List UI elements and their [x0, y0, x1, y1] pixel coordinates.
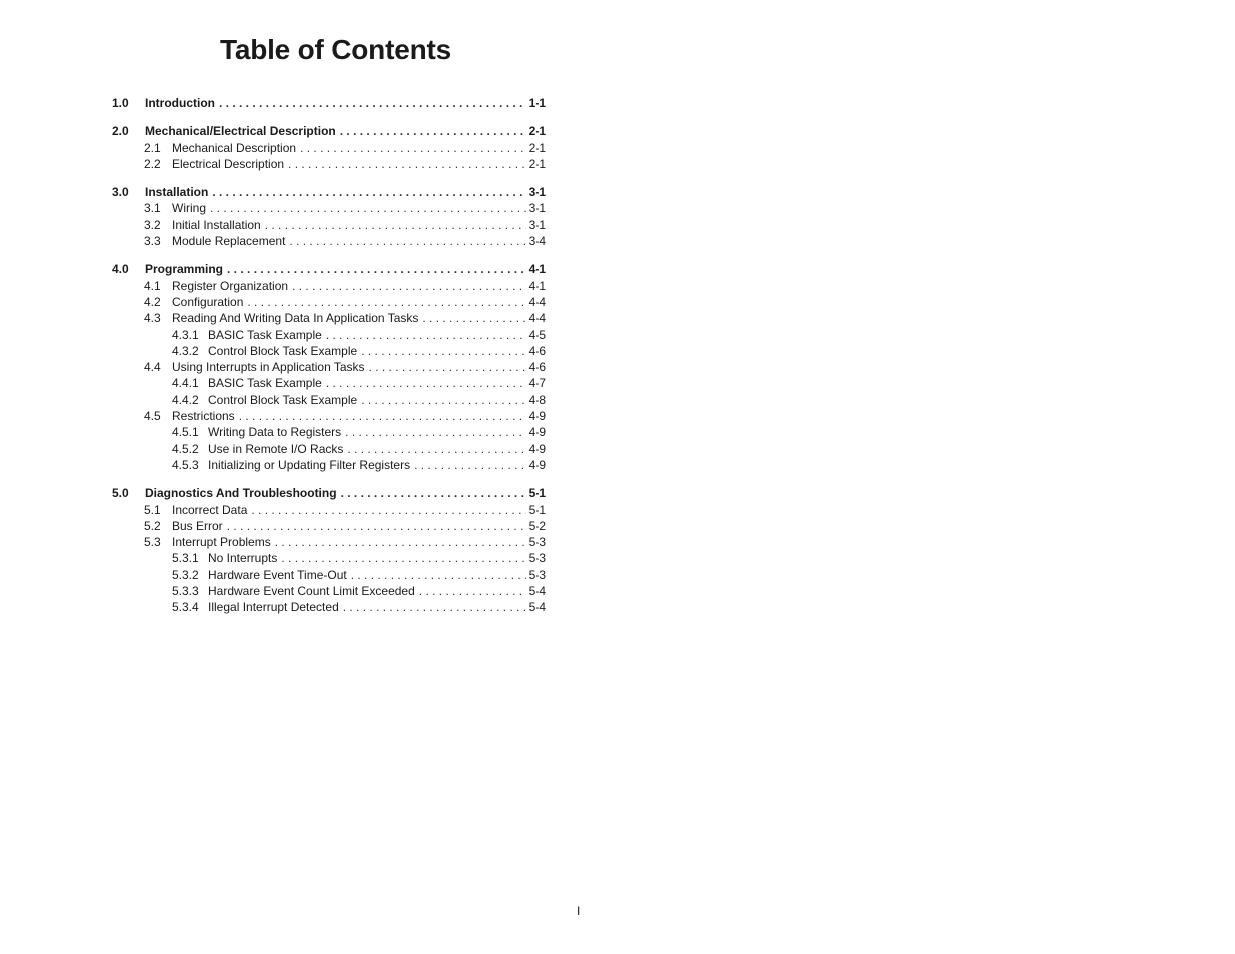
toc-entry-title: Mechanical/Electrical Description: [145, 123, 340, 139]
dot-leader: [227, 261, 526, 277]
toc-entry-title: Control Block Task Example: [208, 343, 361, 359]
toc-entry-page: 4-8: [526, 392, 546, 408]
toc-entry[interactable]: [112, 518, 546, 534]
toc-entry-title: Control Block Task Example: [208, 392, 361, 408]
toc-entry-number: 2.2: [144, 156, 161, 171]
toc-entry-title: Illegal Interrupt Detected: [208, 599, 343, 615]
toc-entry-number: 2.1: [144, 140, 161, 155]
toc-section: [112, 485, 546, 615]
toc-entry[interactable]: [112, 327, 546, 343]
toc-entry-page: 5-1: [526, 485, 546, 501]
toc-entry-title: Hardware Event Count Limit Exceeded: [208, 583, 419, 599]
toc-entry-title: Mechanical Description: [172, 140, 300, 156]
toc-entry-number: 5.0: [112, 486, 129, 501]
toc-entry-line: [172, 233, 546, 249]
toc-entry-line: [208, 550, 546, 566]
toc-entry[interactable]: [112, 359, 546, 375]
toc-entry[interactable]: [112, 156, 546, 172]
toc-entry-page: 4-5: [526, 327, 546, 343]
toc-entry-number: 4.3: [144, 311, 161, 326]
toc-entry-title: Incorrect Data: [172, 502, 251, 518]
toc-entry-number: 4.3.1: [172, 327, 199, 342]
dot-leader: [210, 200, 526, 216]
toc-section: [112, 184, 546, 249]
toc-entry[interactable]: [112, 392, 546, 408]
dot-leader: [340, 123, 526, 139]
toc-entry[interactable]: [112, 457, 546, 473]
toc-entry[interactable]: [112, 123, 546, 139]
toc-entry-title: Use in Remote I/O Racks: [208, 441, 347, 457]
dot-leader: [300, 140, 526, 156]
toc-entry-title: Module Replacement: [172, 233, 289, 249]
dot-leader: [341, 485, 526, 501]
toc-entry-page: 3-1: [526, 217, 546, 233]
dot-leader: [347, 441, 525, 457]
toc-entry-number: 2.0: [112, 124, 129, 139]
toc-entry-title: Electrical Description: [172, 156, 288, 172]
dot-leader: [239, 408, 526, 424]
toc-entry-number: 5.1: [144, 502, 161, 517]
toc-entry-line: [208, 424, 546, 440]
toc-entry-page: 5-3: [526, 567, 546, 583]
toc-entry-number: 1.0: [112, 96, 129, 110]
toc-entry-line: [208, 441, 546, 457]
toc-entry[interactable]: [112, 217, 546, 233]
toc-entry-page: 5-4: [526, 583, 546, 599]
toc-entry[interactable]: [112, 441, 546, 457]
dot-leader: [414, 457, 526, 473]
toc-entry-line: [172, 310, 546, 326]
toc-entry-number: 4.0: [112, 262, 129, 277]
toc-entry-page: 4-6: [526, 343, 546, 359]
toc-entry[interactable]: [112, 408, 546, 424]
toc-entry-line: [208, 343, 546, 359]
toc-entry-title: BASIC Task Example: [208, 375, 326, 391]
toc-entry-title: Programming: [145, 261, 227, 277]
dot-leader: [361, 343, 525, 359]
toc-entry-title: Installation: [145, 184, 212, 200]
toc-entry-line: [172, 217, 546, 233]
toc-entry[interactable]: [112, 424, 546, 440]
toc-entry-number: 4.1: [144, 278, 161, 293]
toc-entry-page: 4-9: [526, 441, 546, 457]
toc-entry[interactable]: [112, 375, 546, 391]
toc-entry-line: [208, 392, 546, 408]
toc-entry-number: 5.3: [144, 535, 161, 550]
toc-entry-page: 4-7: [526, 375, 546, 391]
toc-entry-title: BASIC Task Example: [208, 327, 326, 343]
toc-entry-page: 4-9: [526, 457, 546, 473]
toc-entry-line: [208, 327, 546, 343]
toc-entry-title: Register Organization: [172, 278, 292, 294]
toc-entry-title: Hardware Event Time-Out: [208, 567, 351, 583]
toc-entry[interactable]: [112, 310, 546, 326]
toc-entry-page: 5-3: [526, 550, 546, 566]
toc-entry-page: 4-4: [526, 294, 546, 310]
toc-entry-title: Writing Data to Registers: [208, 424, 345, 440]
dot-leader: [419, 583, 526, 599]
toc-entry-number: 5.2: [144, 518, 161, 533]
toc-entry-title: Wiring: [172, 200, 210, 216]
toc-entry-number: 4.4.2: [172, 392, 199, 407]
toc-entry-line: [208, 375, 546, 391]
toc-entry-title: Interrupt Problems: [172, 534, 275, 550]
toc-entry-number: 3.1: [144, 201, 161, 216]
toc-entry-line: [145, 123, 546, 139]
toc-entry-title: Initial Installation: [172, 217, 265, 233]
toc-entry-line: [145, 261, 546, 277]
dot-leader: [289, 233, 525, 249]
toc-entry-number: 4.4.1: [172, 376, 199, 391]
dot-leader: [343, 599, 526, 615]
toc-entry-title: Configuration: [172, 294, 247, 310]
toc-entry-page: 4-4: [526, 310, 546, 326]
toc-entry[interactable]: [112, 261, 546, 277]
toc-entry-number: 4.3.2: [172, 343, 199, 358]
toc-entry[interactable]: [112, 567, 546, 583]
toc-entry-line: [145, 184, 546, 200]
toc-entry[interactable]: [112, 583, 546, 599]
dot-leader: [281, 550, 525, 566]
toc-section: [112, 123, 546, 172]
toc-entry-line: [208, 567, 546, 583]
toc-entry-title: Using Interrupts in Application Tasks: [172, 359, 369, 375]
toc-entry-title: Diagnostics And Troubleshooting: [145, 485, 341, 501]
toc-entry[interactable]: [112, 294, 546, 310]
toc-entry-line: [208, 599, 546, 615]
toc-entry-line: [172, 534, 546, 550]
toc-entry[interactable]: [112, 534, 546, 550]
toc-entry-number: 4.4: [144, 360, 161, 375]
toc-entry-number: 5.3.4: [172, 600, 199, 615]
toc-entry[interactable]: [112, 343, 546, 359]
toc-entry-title: Reading And Writing Data In Application Tasks: [172, 310, 422, 326]
toc-entry-line: [172, 294, 546, 310]
toc-entry-line: [172, 518, 546, 534]
toc-entry-page: 5-1: [526, 502, 546, 518]
toc-entry-number: 4.5: [144, 409, 161, 424]
toc-entry-title: Restrictions: [172, 408, 239, 424]
toc-entry-line: [172, 359, 546, 375]
toc-entry-line: [208, 583, 546, 599]
toc-entry-number: 3.0: [112, 185, 129, 200]
dot-leader: [361, 392, 525, 408]
toc-entry[interactable]: [112, 278, 546, 294]
dot-leader: [251, 502, 525, 518]
toc-entry-page: 4-9: [526, 408, 546, 424]
dot-leader: [326, 375, 526, 391]
toc-section: [112, 261, 546, 473]
toc-entry-number: 3.2: [144, 217, 161, 232]
toc-entry-page: 2-1: [526, 123, 546, 139]
toc-entry-number: 4.2: [144, 294, 161, 309]
dot-leader: [351, 567, 526, 583]
toc-entry-line: [145, 95, 546, 111]
toc-entry-title: Bus Error: [172, 518, 227, 534]
toc-entry-page: 1-1: [526, 95, 546, 111]
toc-entry-line: [172, 502, 546, 518]
toc-entry-page: 4-9: [526, 424, 546, 440]
dot-leader: [227, 518, 526, 534]
toc-section: [112, 95, 546, 111]
toc-entry-number: 4.5.2: [172, 441, 199, 456]
toc-entry-page: 4-1: [526, 261, 546, 277]
toc-entry-number: 5.3.1: [172, 551, 199, 566]
toc-entry[interactable]: [112, 184, 546, 200]
toc-entry-page: 5-2: [526, 518, 546, 534]
toc-entry-line: [172, 200, 546, 216]
toc-entry-line: [208, 457, 546, 473]
dot-leader: [265, 217, 526, 233]
toc-entry-line: [172, 156, 546, 172]
toc-entry-number: 5.3.3: [172, 584, 199, 599]
toc-entry-title: Introduction: [145, 95, 219, 111]
toc-entry-line: [145, 485, 546, 501]
toc-entry[interactable]: [112, 140, 546, 156]
toc-entry-page: 2-1: [526, 140, 546, 156]
dot-leader: [247, 294, 525, 310]
dot-leader: [288, 156, 526, 172]
toc-entry[interactable]: [112, 95, 546, 111]
toc-entry-title: Initializing or Updating Filter Registers: [208, 457, 414, 473]
page-number: I: [577, 904, 581, 918]
toc-entry-title: No Interrupts: [208, 550, 281, 566]
toc-entry-page: 2-1: [526, 156, 546, 172]
toc-entry-line: [172, 140, 546, 156]
toc-entry-line: [172, 408, 546, 424]
dot-leader: [369, 359, 526, 375]
toc-entry-page: 3-1: [526, 184, 546, 200]
table-of-contents: [112, 95, 546, 628]
toc-entry-number: 3.3: [144, 234, 161, 249]
toc-entry-page: 3-1: [526, 200, 546, 216]
toc-entry-number: 4.5.1: [172, 425, 199, 440]
dot-leader: [345, 424, 525, 440]
toc-entry-page: 3-4: [526, 233, 546, 249]
toc-entry-page: 4-1: [526, 278, 546, 294]
toc-entry[interactable]: [112, 485, 546, 501]
toc-entry-number: 5.3.2: [172, 567, 199, 582]
dot-leader: [326, 327, 526, 343]
toc-entry[interactable]: [112, 502, 546, 518]
toc-entry[interactable]: [112, 599, 546, 615]
page-title: Table of Contents: [220, 34, 451, 65]
dot-leader: [422, 310, 525, 326]
toc-entry-page: 5-3: [526, 534, 546, 550]
dot-leader: [275, 534, 526, 550]
toc-entry-line: [172, 278, 546, 294]
toc-entry[interactable]: [112, 200, 546, 216]
toc-entry-page: 4-6: [526, 359, 546, 375]
toc-entry[interactable]: [112, 550, 546, 566]
dot-leader: [219, 95, 526, 111]
toc-entry-page: 5-4: [526, 599, 546, 615]
dot-leader: [292, 278, 526, 294]
dot-leader: [212, 184, 525, 200]
toc-entry[interactable]: [112, 233, 546, 249]
toc-entry-number: 4.5.3: [172, 457, 199, 472]
